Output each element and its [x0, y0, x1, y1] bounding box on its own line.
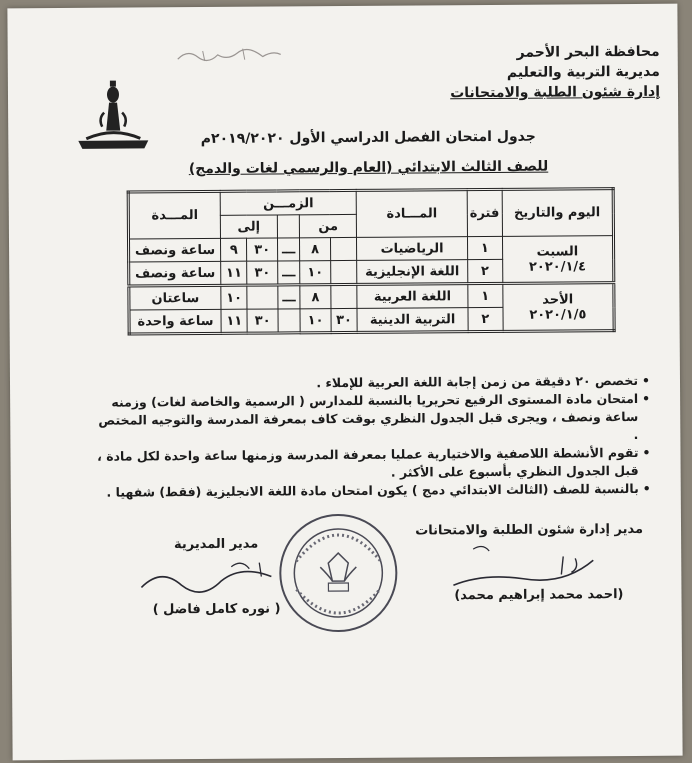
- document-subtitle: للصف الثالث الابتدائي (العام والرسمي لغات والدمج): [188, 158, 549, 178]
- from-hour-cell: ٨: [300, 285, 330, 309]
- period-cell: ٢: [467, 259, 502, 283]
- from-hour-cell: ٨: [300, 238, 330, 261]
- notes-list: [90, 372, 651, 502]
- note-item: • امتحان مادة المستوى الرفيع تحريريا بالنسبة للمدارس ( الرسمية والخاصة لغات) وزمنه ساعة ونصف ، ويجرى قبل الجدول النظري بوقت كاف بمعرفة المدرسة والتوجيه المختص .: [90, 390, 650, 448]
- header-subject: المـــادة: [356, 190, 467, 238]
- duration-cell: ساعة واحدة: [129, 309, 221, 334]
- note-item: • تخصص ٢٠ دقيقة من زمن إجابة اللغة العربية للإملاء .: [90, 372, 650, 394]
- subject-cell: الرياضيات: [357, 237, 468, 261]
- governorate-name: محافظة البحر الأحمر: [516, 43, 660, 61]
- to-hour-cell: ٩: [220, 238, 247, 261]
- day-cell: [502, 236, 614, 284]
- period-cell: ١: [467, 236, 502, 259]
- subject-cell: اللغة العربية: [357, 284, 468, 309]
- document-page: [7, 4, 682, 761]
- signatory-title: مدير إدارة شئون الطلبة والامتحانات: [415, 521, 644, 539]
- header-duration: المـــدة: [128, 191, 220, 239]
- signatory-name: (احمد محمد إبراهيم محمد): [454, 587, 624, 604]
- from-hour-cell: ١٠: [300, 261, 330, 285]
- header-time: الزمـــن: [220, 190, 356, 215]
- governorate-logo-icon: [68, 72, 159, 153]
- signatory-title: مدير المديرية: [173, 536, 259, 553]
- day-name: السبت: [536, 243, 579, 260]
- handwritten-note-top: [173, 44, 283, 65]
- to-hour-cell: ١١: [221, 261, 248, 285]
- table-row: [128, 236, 613, 262]
- duration-cell: ساعة ونصف: [128, 238, 220, 262]
- signature-department-head: [383, 521, 644, 604]
- note-item: • بالنسبة للصف (الثالث الابتدائي دمج ) يكون امتحان مادة اللغة الانجليزية (فقط) شفهيا .: [91, 480, 651, 502]
- to-hour-cell: ١٠: [221, 285, 248, 309]
- to-minute-cell: [247, 285, 277, 309]
- directorate-name: مديرية التربية والتعليم: [506, 63, 660, 81]
- to-hour-cell: ١١: [221, 309, 248, 333]
- header-period: فترة: [467, 189, 502, 236]
- table-row: [129, 283, 614, 310]
- issuer-header: [400, 42, 660, 104]
- dash-cell: ـــ: [277, 261, 300, 285]
- day-date: ٢٠٢٠/١/٥: [529, 306, 587, 323]
- handwritten-signature-icon: [131, 556, 301, 602]
- subject-cell: التربية الدينية: [357, 308, 468, 333]
- header-day-date: اليوم والتاريخ: [502, 189, 614, 237]
- dash-cell: ـــ: [278, 285, 301, 309]
- period-cell: ٢: [468, 307, 503, 331]
- subject-cell: اللغة الإنجليزية: [357, 260, 468, 285]
- dash-cell: ـــ: [277, 238, 300, 261]
- day-date: ٢٠٢٠/١/٤: [528, 258, 587, 275]
- day-name: الأحد: [542, 291, 574, 308]
- signatory-name: ( نوره كامل فاضل ): [152, 601, 281, 618]
- duration-cell: ساعة ونصف: [129, 261, 221, 286]
- from-hour-cell: ١٠: [300, 309, 330, 333]
- handwritten-signature-icon: [443, 540, 603, 591]
- period-cell: ١: [468, 283, 503, 307]
- document-title: جدول امتحان الفصل الدراسي الأول ٢٠١٩/٢٠٢٠م: [200, 128, 536, 148]
- signature-director: [131, 536, 301, 618]
- duration-cell: ساعتان: [129, 285, 221, 310]
- from-minute-cell: ٣٠: [331, 308, 358, 332]
- to-minute-cell: ٣٠: [247, 238, 277, 261]
- header-from: من: [300, 214, 357, 237]
- header-to: إلى: [220, 215, 277, 238]
- note-item: • تقوم الأنشطة اللاصفية والاختيارية عمليا بمعرفة المدرسة وزمنها ساعة واحدة لكل مادة ، قبل الجدول النظري بأسبوع على الأكثر .: [90, 444, 650, 484]
- exam-schedule-table: [127, 187, 616, 335]
- to-minute-cell: ٣٠: [247, 261, 277, 285]
- department-name: إدارة شئون الطلبة والامتحانات: [450, 83, 661, 102]
- to-minute-cell: ٣٠: [247, 309, 277, 333]
- day-cell: [502, 283, 614, 332]
